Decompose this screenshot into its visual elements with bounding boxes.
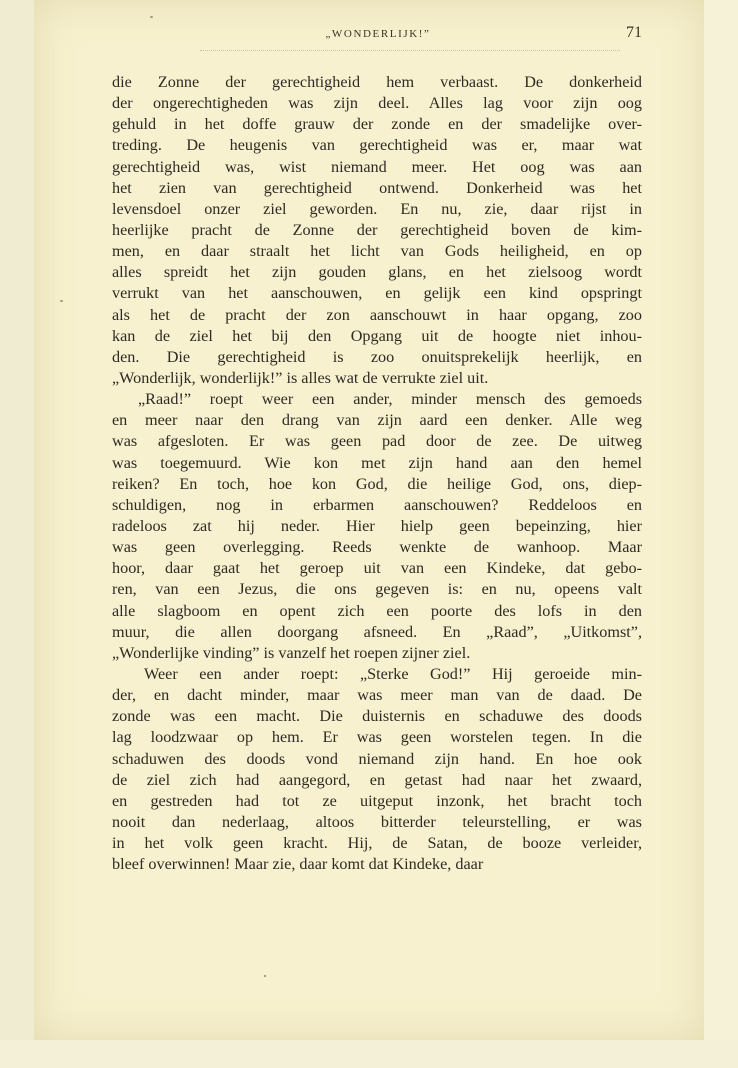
text-line: schuldigen, nog in erbarmen aanschouwen? Reddeloos en	[112, 495, 642, 514]
text-line: hoor, daar gaat het geroep uit van een Kindeke, dat gebo-	[112, 559, 642, 578]
text-line: schaduwen des doods vond niemand zijn hand. En hoe ook	[112, 749, 642, 768]
page-header	[112, 24, 644, 52]
text-line: muur, die allen doorgang afsneed. En „Raad”, „Uitkomst”,	[112, 622, 642, 641]
text-line: nooit dan nederlaag, altoos bitterder teleurstelling, er was	[112, 812, 642, 831]
text-line: was toegemuurd. Wie kon met zijn hand aan den hemel	[112, 453, 642, 472]
text-line: „Raad!” roept weer een ander, minder mensch des gemoeds	[138, 390, 642, 409]
scan-bottom-margin	[0, 1040, 738, 1068]
text-line: was afgesloten. Er was geen pad door de zee. De uitweg	[112, 432, 642, 451]
text-line: en gestreden had tot ze uitgeput inzonk, het bracht toch	[112, 791, 642, 810]
text-line: der ongerechtigheden was zijn deel. Alles lag voor zijn oog	[112, 94, 642, 113]
page-speck	[264, 975, 266, 977]
text-line: in het volk geen kracht. Hij, de Satan, de booze verleider,	[112, 834, 642, 853]
text-line: den. Die gerechtigheid is zoo onuitsprekelijk heerlijk, en	[112, 347, 642, 366]
text-line: als het de pracht der zon aanschouwt in haar opgang, zoo	[112, 305, 642, 324]
text-line: „Wonderlijke vinding” is vanzelf het roepen zijner ziel.	[112, 643, 471, 662]
text-line: het zien van gerechtigheid ontwend. Donkerheid was het	[112, 178, 642, 197]
page-number: 71	[626, 24, 642, 41]
text-line: radeloos zat hij neder. Hier hielp geen bepeinzing, hier	[112, 516, 642, 535]
text-line: treding. De heugenis van gerechtigheid was er, maar wat	[112, 136, 642, 155]
text-line: gehuld in het doffe grauw der zonde en der smadelijke over-	[112, 115, 642, 134]
text-line: reiken? En toch, hoe kon God, die heilige God, ons, diep-	[112, 474, 642, 493]
text-line: der, en dacht minder, maar was meer man van de daad. De	[112, 686, 642, 705]
text-line: kan de ziel het bij den Opgang uit de hoogte niet inhou-	[112, 326, 642, 345]
header-rule	[200, 50, 620, 52]
text-line: Weer een ander roept: „Sterke God!” Hij geroeide min-	[144, 664, 642, 683]
text-line: „Wonderlijk, wonderlijk!” is alles wat de verrukte ziel uit.	[112, 368, 489, 387]
text-line: men, en daar straalt het licht van Gods heiligheid, en op	[112, 242, 642, 261]
text-line: alle slagboom en opent zich een poorte des lofs in den	[112, 601, 642, 620]
text-line: verrukt van het aanschouwen, en gelijk een kind opspringt	[112, 284, 642, 303]
text-line: gerechtigheid was, wist niemand meer. Het oog was aan	[112, 157, 642, 176]
scan-left-margin	[0, 0, 34, 1068]
text-line: de ziel zich had aangegord, en getast had naar het zwaard,	[112, 770, 642, 789]
text-line: heerlijke pracht de Zonne der gerechtigheid boven de kim-	[112, 220, 642, 239]
text-line: die Zonne der gerechtigheid hem verbaast. De donkerheid	[112, 73, 642, 91]
page-speck	[150, 16, 153, 18]
text-line: en meer naar den drang van zijn aard een denker. Alle weg	[112, 411, 642, 430]
text-line: lag loodzwaar op hem. Er was geen worstelen tegen. In die	[112, 728, 642, 747]
text-line: was geen overlegging. Reeds wenkte de wanhoop. Maar	[112, 538, 642, 557]
page-speck	[60, 300, 63, 302]
text-line: bleef overwinnen! Maar zie, daar komt dat Kindeke, daar	[112, 855, 484, 874]
text-line: ren, van een Jezus, die ons gegeven is: en nu, opeens valt	[112, 580, 642, 599]
text-line: alles spreidt het zijn gouden glans, en het zielsoog wordt	[112, 263, 642, 282]
running-head: „WONDERLIJK!”	[325, 28, 431, 40]
text-line: zonde was een macht. Die duisternis en schaduwe des doods	[112, 707, 642, 726]
body-text	[112, 72, 642, 875]
text-line: levensdoel onzer ziel geworden. En nu, zie, daar rijst in	[112, 199, 642, 218]
